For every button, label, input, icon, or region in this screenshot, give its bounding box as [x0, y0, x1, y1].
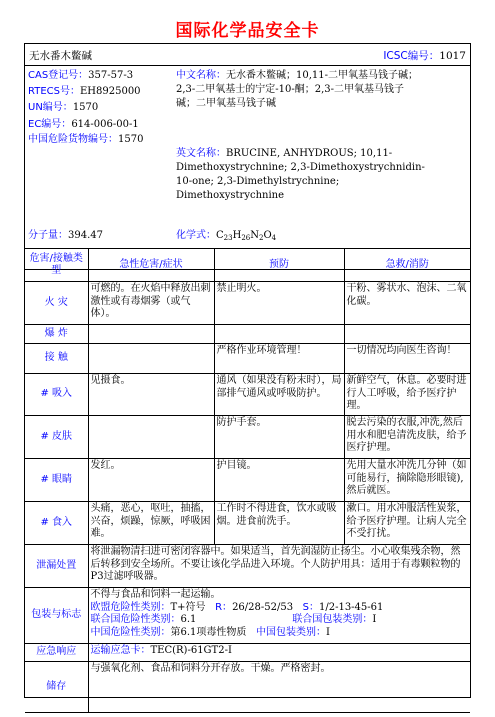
emergency-card-value: TEC(R)-61GT2-I: [150, 645, 232, 656]
ec-row: [28, 118, 139, 131]
pack-china-line: [91, 627, 469, 640]
storage-label: 储存: [25, 662, 88, 713]
icsc-number: [383, 48, 466, 63]
explosion-prevent: [214, 325, 344, 344]
row-label-explosion: 爆 炸: [25, 325, 88, 344]
un-class-value: 6.1: [180, 614, 197, 625]
emergency-label: 应急响应: [25, 644, 88, 662]
fire-aid: 干粉、雾状水、泡沫、二氧化碳。: [344, 282, 470, 325]
header-prevent: 预防: [214, 249, 344, 282]
china-class-label: 中国危险性类别：: [90, 626, 171, 638]
skin-hazard: [88, 416, 214, 459]
card-header: [25, 44, 470, 66]
spill-label: 泄漏处置: [25, 545, 88, 588]
ingestion-prevent: 工作时不得进食，饮水或吸烟。进食前洗手。: [214, 502, 344, 545]
formula-row: [176, 229, 276, 245]
un-pack-label: 联合国包装类别：: [292, 614, 373, 625]
chemical-name: 无水番木鳖碱: [29, 50, 92, 62]
cn-number-value: 1570: [118, 134, 144, 145]
row-label-inhalation: # 吸入: [25, 374, 88, 416]
row-label-fire: 火 灾: [25, 282, 88, 325]
storage-text: 与强氧化剂、食品和饲料分开存放。干燥。严格密封。: [88, 662, 470, 713]
cn-number-row: [28, 133, 143, 146]
s-value: 1/2-13-45-61: [318, 601, 384, 613]
table-row: [25, 325, 470, 344]
inhalation-hazard: 见摄食。: [88, 374, 214, 416]
table-row: [25, 374, 470, 416]
fire-hazard: 可燃的。在火焰中释放出刺激性或有毒烟雾（或气体）。: [88, 282, 214, 325]
spill-text: 将泄漏物清扫进可密闭容器中。如果适当，首先润湿防止扬尘。小心收集残余物，然后转移到安全场所。不要让该化学品进入环境。个人防护用具：适用于有毒颗粒物的P3过滤呼吸器。: [88, 545, 470, 588]
table-row: [25, 502, 470, 545]
cas-row: [28, 69, 133, 82]
safety-card: [24, 43, 471, 698]
table-row: [25, 344, 470, 374]
mw-row: [28, 229, 103, 242]
pack-un-line: [91, 614, 469, 627]
contact-prevent: 严格作业环境管理！: [214, 344, 344, 374]
ec-value: 614-006-00-1: [71, 119, 139, 130]
ingestion-hazard: 头痛，恶心，呕吐，抽搐，兴奋，烦躁，惊厥，呼吸困难。: [88, 502, 214, 545]
eyes-aid: 先用大量水冲洗几分钟（如可能易行，摘除隐形眼镜),然后就医。: [344, 459, 470, 502]
eyes-prevent: 护目镜。: [214, 459, 344, 502]
cn-name-text1: 无水番木鳖碱；10,11-二甲氧基马钱子碱；: [226, 70, 419, 81]
formula-value: [216, 230, 276, 241]
en-name-line2: Dimethoxystrychnine; 2,3-Dimethoxystrychnidin-: [176, 162, 425, 173]
formula-c: C: [216, 230, 224, 241]
spill-row: [25, 545, 470, 588]
cn-name-line2: 2,3-二甲氧基士的宁定-10-酮；2,3-二甲氧基马钱子: [176, 84, 405, 95]
table-row: [25, 459, 470, 502]
china-pack-value: I: [325, 626, 330, 638]
un-row: [28, 101, 98, 114]
cn-name-line1: [176, 69, 418, 82]
s-label: S：: [302, 601, 319, 613]
formula-h-count: 26: [241, 234, 251, 242]
formula-n-count: 2: [258, 234, 264, 242]
row-label-ingestion: # 食入: [25, 502, 88, 545]
en-name-line1: [176, 147, 392, 160]
cn-name-label: 中文名称：: [176, 70, 226, 81]
pack-line1: 不得与食品和饲料一起运输。: [90, 589, 221, 600]
en-name-line3: 10-one; 2,3-Dimethylstrychnine;: [176, 176, 340, 187]
header-type: 危害/接触类型: [25, 249, 88, 282]
cn-name-line3: 碱；二甲氧基马钱子碱: [176, 98, 276, 109]
explosion-hazard: [88, 325, 214, 344]
formula-h: H: [232, 230, 242, 241]
mw-value: 394.47: [68, 230, 103, 241]
pack-eu-line: [91, 602, 469, 615]
un-class-label: 联合国危险性类别：: [90, 614, 181, 625]
row-label-skin: # 皮肤: [25, 416, 88, 459]
pack-row: [25, 588, 470, 644]
skin-aid: 脱去污染的衣服,冲洗,然后用水和肥皂清洗皮肤，给予医疗护理。: [344, 416, 470, 459]
contact-aid: 一切情况均向医生咨询！: [344, 344, 470, 374]
un-pack-value: I: [372, 614, 377, 625]
pack-label: 包装与标志: [25, 588, 88, 644]
ingestion-aid: 漱口。用水冲服活性炭浆，给予医疗护理。让病人完全不受打扰。: [344, 502, 470, 545]
row-label-eyes: # 眼睛: [25, 459, 88, 502]
card-title: 国际化学品安全卡: [175, 21, 320, 41]
cas-value: 357-57-3: [88, 70, 134, 81]
table-header-row: [25, 249, 470, 282]
eyes-hazard: 发红。: [88, 459, 214, 502]
emergency-row: [25, 644, 470, 662]
header-hazard: 急性危害/症状: [88, 249, 214, 282]
formula-o: O: [263, 230, 272, 241]
rtecs-row: [28, 85, 141, 98]
rtecs-value: EH8925000: [79, 86, 141, 97]
ec-label: EC编号：: [28, 119, 72, 130]
inhalation-prevent: 通风（如果没有粉末时），局部排气通风或呼吸防护。: [214, 374, 344, 416]
china-pack-label: 中国包装类别：: [255, 626, 326, 638]
china-class-value: 第6.1项毒性物质: [170, 626, 247, 638]
icsc-label: ICSC编号：: [383, 50, 440, 62]
contact-hazard: [88, 344, 214, 374]
en-name-label: 英文名称：: [176, 148, 226, 159]
emergency-content: [88, 644, 470, 662]
row-label-contact: 接 触: [25, 344, 88, 374]
rtecs-label: RTECS号：: [28, 86, 80, 97]
en-name-line4: Dimethoxystrychnine: [176, 190, 285, 201]
table-row: [25, 416, 470, 459]
inhalation-aid: 新鲜空气，休息。必要时进行人工呼吸，给予医疗护理。: [344, 374, 470, 416]
formula-n: N: [250, 230, 259, 241]
hazard-table: [25, 248, 470, 713]
identification-section: [25, 66, 470, 270]
storage-row: [25, 662, 470, 713]
formula-label: 化学式：: [176, 230, 216, 241]
eu-value: T+符号: [170, 601, 206, 613]
fire-prevent: 禁止明火。: [214, 282, 344, 325]
cn-number-label: 中国危险货物编号：: [28, 134, 118, 145]
formula-o-count: 4: [271, 234, 277, 242]
un-label: UN编号：: [28, 102, 73, 113]
formula-c-count: 23: [223, 234, 233, 242]
skin-prevent: 防护手套。: [214, 416, 344, 459]
icsc-value: 1017: [439, 50, 466, 62]
eu-label: 欧盟危险性类别：: [90, 601, 171, 613]
emergency-card-label: 运输应急卡：: [90, 645, 151, 656]
en-name-text1: BRUCINE, ANHYDROUS; 10,11-: [226, 148, 393, 159]
un-value: 1570: [72, 102, 99, 113]
r-label: R：: [215, 601, 233, 613]
pack-content: [88, 588, 470, 644]
explosion-aid: [344, 325, 470, 344]
table-row: [25, 282, 470, 325]
header-aid: 急救/消防: [344, 249, 470, 282]
cas-label: CAS登记号：: [28, 70, 89, 81]
mw-label: 分子量：: [28, 230, 68, 241]
r-value: 26/28-52/53: [232, 601, 294, 613]
